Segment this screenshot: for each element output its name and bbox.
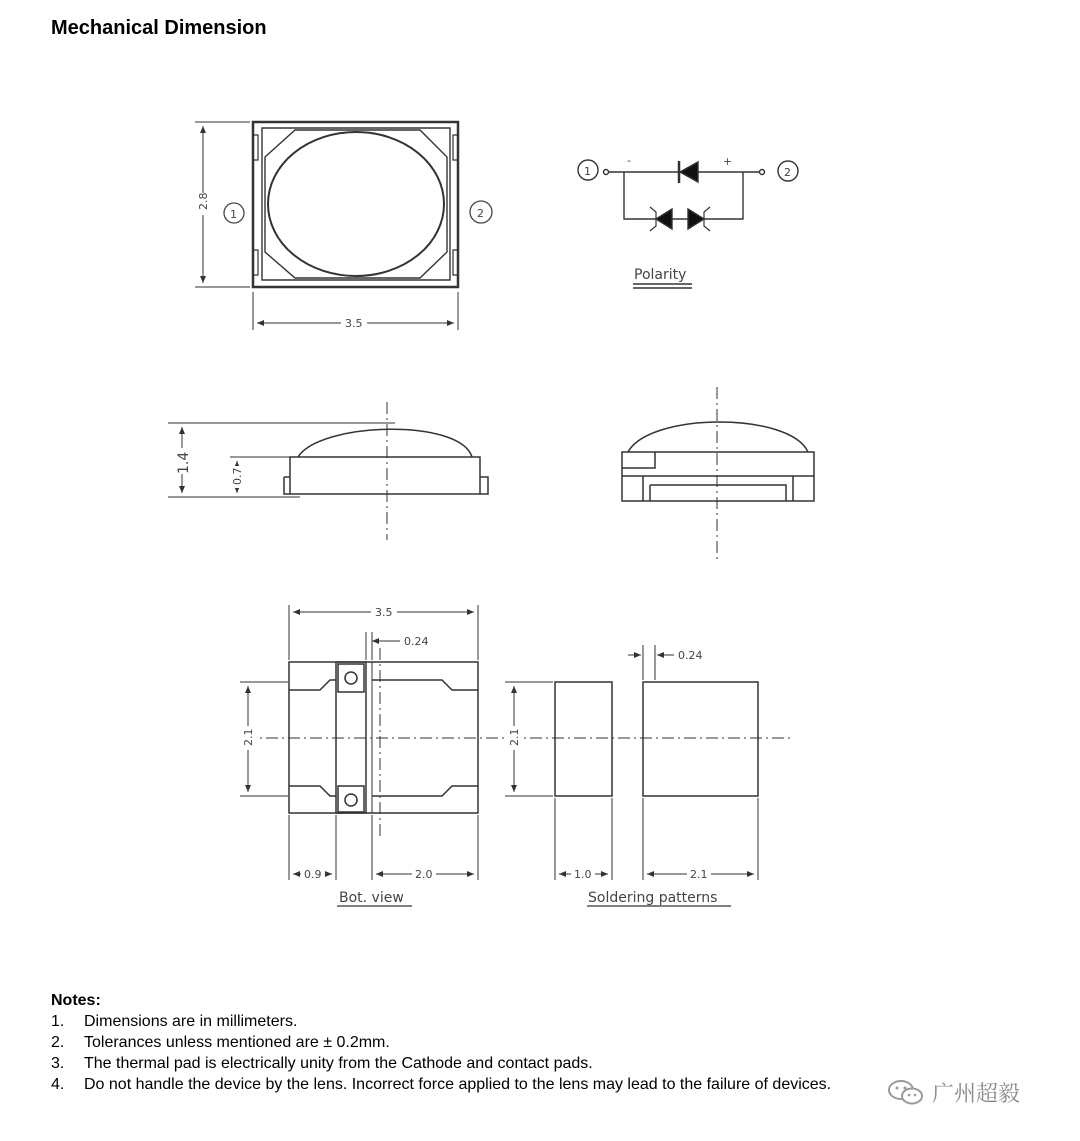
minus-sign: - bbox=[627, 154, 631, 167]
side-view-lens bbox=[298, 429, 472, 457]
notes-list bbox=[51, 1011, 881, 1095]
dim-label-1.0: 1.0 bbox=[574, 868, 592, 881]
note-item: 1. Dimensions are in millimeters. bbox=[51, 1013, 298, 1030]
dim-label-1.4: 1.4 bbox=[176, 451, 192, 474]
notes-heading: Notes: bbox=[51, 992, 101, 1009]
pin1-number: 1 bbox=[230, 208, 237, 221]
diode-symbol bbox=[680, 162, 698, 182]
note-item: 4. Do not handle the device by the lens. Incorrect force applied to the lens may lead to the failure of devices. bbox=[51, 1076, 832, 1093]
watermark-text: 广州超毅 bbox=[932, 1081, 1021, 1106]
dim-label-0.7: 0.7 bbox=[231, 467, 244, 485]
soldering-patterns bbox=[505, 645, 758, 906]
side-view-body bbox=[290, 457, 480, 494]
top-view-body bbox=[262, 128, 450, 280]
dim-label-0.9: 0.9 bbox=[304, 868, 322, 881]
polarity-pin1-number: 1 bbox=[584, 165, 591, 178]
pin2-number: 2 bbox=[477, 207, 484, 220]
polarity-pin2-number: 2 bbox=[784, 166, 791, 179]
bottom-view bbox=[240, 605, 790, 906]
dim-label-bottom-3.5: 3.5 bbox=[375, 606, 393, 619]
polarity-label: Polarity bbox=[634, 267, 687, 283]
dim-label-solder-2.1: 2.1 bbox=[508, 728, 521, 746]
dim-label-solder-0.24: 0.24 bbox=[678, 649, 703, 662]
note-item: 2. Tolerances unless mentioned are ± 0.2mm. bbox=[51, 1034, 390, 1051]
solder-pad-1 bbox=[555, 682, 612, 796]
soldering-patterns-label: Soldering patterns bbox=[588, 890, 718, 906]
bottom-view-label: Bot. view bbox=[339, 890, 404, 906]
wechat-icon bbox=[886, 1078, 926, 1108]
dim-label-3.5: 3.5 bbox=[345, 317, 363, 330]
page-title: Mechanical Dimension bbox=[51, 17, 267, 39]
side-view-right-lens bbox=[628, 422, 808, 452]
watermark bbox=[886, 1077, 1020, 1108]
side-view-right bbox=[622, 387, 814, 560]
top-view-lens bbox=[268, 132, 444, 276]
dim-label-2.0: 2.0 bbox=[415, 868, 433, 881]
side-view-left bbox=[168, 402, 488, 540]
notes bbox=[51, 990, 881, 1095]
dim-label-bottom-2.1: 2.1 bbox=[242, 728, 255, 746]
dim-label-solder-pad-2.1: 2.1 bbox=[690, 868, 708, 881]
solder-pad-2 bbox=[643, 682, 758, 796]
top-view bbox=[195, 122, 458, 330]
top-view-outline bbox=[253, 122, 458, 287]
dim-label-2.8: 2.8 bbox=[197, 192, 210, 210]
note-item: 3. The thermal pad is electrically unity from the Cathode and contact pads. bbox=[51, 1055, 593, 1072]
plus-sign: + bbox=[723, 155, 733, 168]
top-view-cavity bbox=[265, 130, 447, 278]
polarity-diagram bbox=[578, 160, 798, 288]
dim-label-0.24: 0.24 bbox=[404, 635, 429, 648]
